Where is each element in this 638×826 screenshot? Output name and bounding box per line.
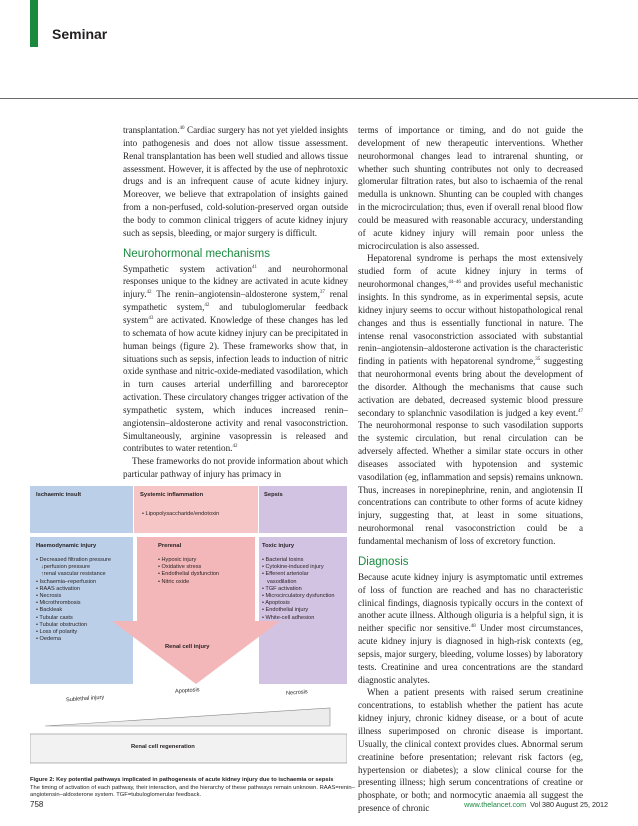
header-rule xyxy=(0,98,638,99)
renal-cell-injury-label: Renal cell injury xyxy=(165,644,210,650)
list-item: • Necrosis xyxy=(36,593,62,600)
apoptosis-label: Apoptosis xyxy=(174,687,200,695)
list-item: • Oxidative stress xyxy=(158,564,202,571)
list-item: • Backleak xyxy=(36,607,63,614)
hemodynamic-title: Haemodynamic injury xyxy=(36,543,97,549)
list-item: ↑renal vascular resistance xyxy=(41,571,106,578)
sepsis-title: Sepsis xyxy=(264,492,283,498)
ischaemic-title: Ischaemic insult xyxy=(36,492,82,498)
page-number: 758 xyxy=(30,800,44,809)
footer-url[interactable]: www.thelancet.com xyxy=(464,800,527,809)
list-item: • Apoptosis xyxy=(262,600,290,607)
necrosis-label: Necrosis xyxy=(285,689,308,697)
list-item: ↓perfusion pressure xyxy=(41,564,91,571)
caption-text: The timing of activation of each pathway, their interaction, and the hierarchy of these pathways remain unknown. RAAS=renin–angiotensin–aldosterone system. TGF=tubuloglomerular feedback. xyxy=(30,784,355,799)
list-item: • Endothelial dysfunction xyxy=(158,571,220,578)
hemodynamic-panel xyxy=(36,543,132,643)
footer-volume: Vol 380 August 25, 2012 xyxy=(530,800,608,809)
list-item: • Hypoxic injury xyxy=(158,557,197,563)
list-item: • RAAS activation xyxy=(36,585,80,592)
inflammation-title: Systemic inflammation xyxy=(140,492,204,498)
figure-caption xyxy=(30,777,360,800)
list-item: • TGF activation xyxy=(262,585,302,592)
paragraph: transplantation.$^{40}$ Cardiac surgery has not yet yielded insights into pathogenesis and does not allow tissue assessment. Renal transplantation has been well studied and allows tissue assessment. However, it is affected by the use of nephrotoxic drugs and is an infrequent cause of acute kidney injury. Moreover, we believe that extrapolation of insights gained from a non-perfused, cold-solution-preserved organ outside the body to common clinical triggers of acute kidney injury such as sepsis, bleeding, or major surgery is difficult. xyxy=(123,125,348,238)
regeneration-label: Renal cell regeneration xyxy=(131,744,195,750)
list-item: • Tubular casts xyxy=(36,614,73,621)
footer-journal xyxy=(464,800,608,809)
list-item: • Microcirculatory dysfunction xyxy=(262,593,335,600)
caption-title: Figure 2: Key potential pathways implicated in pathogenesis of acute kidney injury due to ischaemia or sepsis xyxy=(30,777,334,783)
list-item: • Loss of polarity xyxy=(36,629,78,636)
list-item: • Decreased filtration pressure xyxy=(36,557,112,563)
section-title: Seminar xyxy=(52,26,108,42)
list-item: • Tubular obstruction xyxy=(36,621,88,628)
paragraph: When a patient presents with raised serum creatinine concentrations, to establish whether the patient has acute kidney injury, chronic kidney disease, or a bout of acute illness superimposed on chronic disease is important. Usually, the clinical context provides clues. Abnormal serum creatinine before presentation; relevant risk factors (eg, hypertension or diabetes); a slow clinical course for the presenting illness; high serum concentrations of creatine or phosphate, or both; and normocytic anaemia all suggest the presence of chronic xyxy=(358,687,583,814)
toxic-title: Toxic injury xyxy=(262,543,295,549)
list-item: • Ischaemia–reperfusion xyxy=(36,578,97,585)
list-item: • White-cell adhesion xyxy=(262,614,315,621)
figure-2 xyxy=(30,486,347,764)
paragraph: terms of importance or timing, and do not guide the development of new therapeutic interventions. Whether neurohormonal changes lead to intrarenal shunting, or whether such shunting contributes not only to decreased glomerular filtration rates, but also to ischaemia of the renal medulla is unknown. Shunting can be coupled with changes in the microcirculation; thus, even if overall renal blood flow could be measured with reasonable accuracy, understanding of acute kidney injury will remain poor unless the microcirculation is also assessed. xyxy=(358,125,583,251)
injury-wedge xyxy=(45,708,330,726)
list-item: • Cytokine-induced injury xyxy=(262,564,324,571)
section-color-bar xyxy=(30,0,38,47)
paragraph: Sympathetic system activation$^{41}$ and neurohormonal responses unique to the kidney are activated in acute kidney injury.$^{42}$ The renin–angiotensin–aldosterone system,$^{37}$ renal sympathetic system,$^{42}$ and tubuloglomerular feedback system$^{43}$ are activated. Knowledge of these changes has led to schemata of how acute kidney injury can be precipitated in human beings (figure 2). These frameworks show that, in situations such as sepsis, infection leads to induction of nitric oxide synthase and nitric-oxide-mediated vasodilation, which in turn causes arterial underfilling and baroreceptor activation. These circulatory changes trigger activation of the sympathetic system, which induces increased renin–angiotensin–aldosterone activity and renal vasoconstriction. Simultaneously, arginine vasopressin is released and contributes to water retention.$^{42}$ xyxy=(123,263,348,454)
prerenal-panel xyxy=(158,543,253,586)
paragraph: Because acute kidney injury is asymptomatic until extremes of loss of function are reached and has no characteristic clinical findings, diagnosis typically occurs in the context of another acute illness. Although oliguria is a helpful sign, it is neither specific nor sensitive.$^{48}$ Under most circumstances, acute kidney injury is diagnosed in high-risk contexts (eg, sepsis, major surgery, bleeding, volume losses) by laboratory tests. Creatinine and urea concentrations are the standard diagnostic analytes. xyxy=(358,571,583,685)
heading-diagnosis: Diagnosis xyxy=(358,555,409,568)
lps-item: • Lipopolysaccharide/endotoxin xyxy=(142,511,220,517)
paragraph: These frameworks do not provide information about which particular pathway of injury has primacy in xyxy=(123,456,348,480)
toxic-panel xyxy=(262,543,346,622)
list-item: • Bacterial toxins xyxy=(262,557,304,563)
column-left xyxy=(123,124,348,481)
paragraph: Hepatorenal syndrome is perhaps the most extensively studied form of acute kidney injury in terms of neurohormonal changes,$^{44-46}$ and provides useful mechanistic insights. In this syndrome, as in experimental sepsis, acute kidney injury seems to occur without histopathological renal changes and thus is essentially functional in nature. The intense renal vasoconstriction associated with substantial renin–angiotensin–aldosterone activation is the characteristic finding in patients with hepatorenal syndrome,$^{35}$ suggesting that neurohormonal events bring about the development of the disorder. Although the mechanisms that cause such activation are debated, decreased systemic blood pressure secondary to splanchnic vasodilation is judged a key event.$^{47}$ The neurohormonal response to such vasodilation supports the systemic circulation, but renal circulation can be adversely affected. Whether a similar state occurs in other diseases associated with hypotension and systemic vasodilation (eg, inflammation and sepsis) remains unknown. Thus, increases in norepinephrine, renin, and angiotensin II concentrations can contribute to other forms of acute kidney injury, suggesting that, at least in some situations, neurohormonal renal vasoconstriction could be a fundamental mechanism of loss of excretory function. xyxy=(358,253,583,546)
list-item: • Efferent arteriolar xyxy=(262,571,309,578)
list-item: • Nitric oxide xyxy=(158,578,190,585)
list-item: • Oedema xyxy=(36,636,61,643)
list-item: • Microthrombosis xyxy=(36,600,81,607)
list-item: vasodilation xyxy=(267,578,297,585)
list-item: • Endothelial injury xyxy=(262,607,309,614)
column-right xyxy=(358,124,583,815)
heading-neurohormonal: Neurohormonal mechanisms xyxy=(123,247,271,260)
sublethal-label: Sublethal injury xyxy=(65,694,105,704)
prerenal-title: Prerenal xyxy=(158,543,182,549)
